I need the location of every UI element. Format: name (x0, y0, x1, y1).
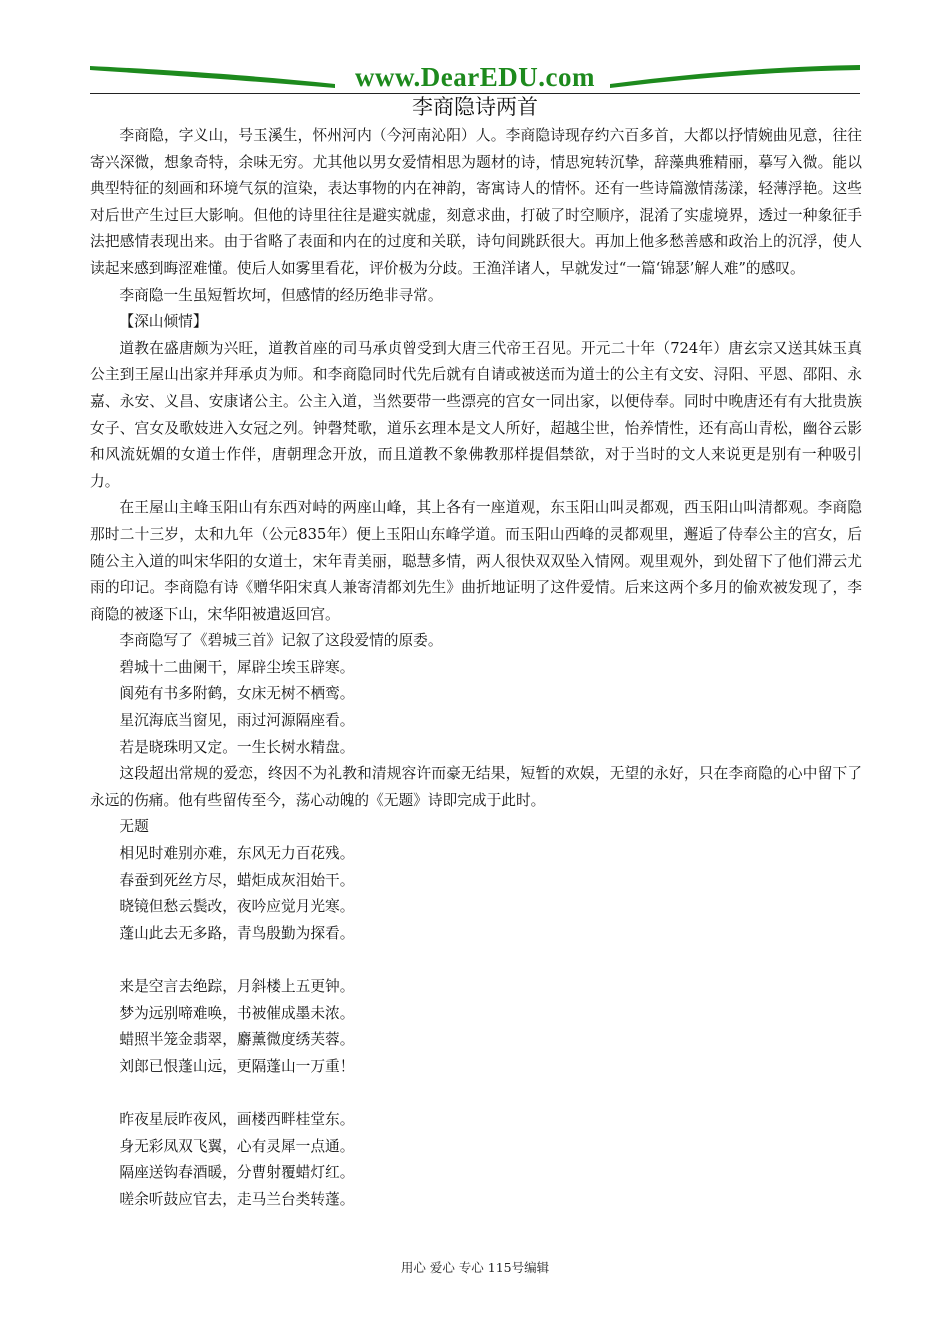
paragraph: 晓镜但愁云鬓改，夜吟应觉月光寒。 (119, 898, 355, 916)
paragraph: 嗟余听鼓应官去，走马兰台类转蓬。 (119, 1190, 355, 1208)
paragraph: 隔座送钩春酒暖，分曹射覆蜡灯红。 (119, 1164, 355, 1182)
article-body (90, 123, 862, 1213)
paragraph: 阆苑有书多附鹤，女床无树不栖鸾。 (119, 685, 355, 703)
site-logo[interactable]: www.DearEDU.com (355, 62, 595, 92)
paragraph: 春蚕到死丝方尽，蜡炬成灰泪始干。 (119, 871, 355, 889)
blank-line (90, 947, 862, 974)
page-footer: 用心 爱心 专心 115号编辑 (400, 1260, 550, 1275)
paragraph: 道教在盛唐颇为兴旺，道教首座的司马承贞曾受到大唐三代帝王召见。开元二十年（724年）唐玄宗又送其妹玉真公主到王屋山出家并拜承贞为师。和李商隐同时代先后就有自请或被送而为道士的公主有文安、浔阳、平恩、邵阳、永嘉、永安、义昌、安康诸公主。公主入道，当然要带一些漂亮的宫女一同出家，以便侍奉。同时中晚唐还有有大批贵族女子、宫女及歌妓进入女冠之列。钟磬梵歌，道乐玄理本是文人所好，超越尘世，怡养情性，还有高山青松，幽谷云影和风流妩媚的女道士作伴，唐朝理念开放，而且道教不象佛教那样提倡禁欲，对于当时的文人来说更是别有一种吸引力。 (90, 339, 862, 490)
paragraph: 星沉海底当窗见，雨过河源隔座看。 (119, 712, 355, 730)
paragraph: 碧城十二曲阑干，犀辟尘埃玉辟寒。 (119, 658, 355, 676)
paragraph: 蓬山此去无多路，青鸟殷勤为探看。 (119, 924, 355, 942)
paragraph: 身无彩凤双飞翼，心有灵犀一点通。 (119, 1137, 355, 1155)
page-title: 李商隐诗两首 (412, 95, 538, 119)
paragraph: 昨夜星辰昨夜风，画楼西畔桂堂东。 (119, 1110, 355, 1128)
paragraph: 相见时难别亦难，东风无力百花残。 (119, 845, 355, 863)
header-banner (90, 60, 860, 96)
paragraph: 在王屋山主峰玉阳山有东西对峙的两座山峰，其上各有一座道观，东玉阳山叫灵都观，西玉阳山叫清都观。李商隐那时二十三岁，太和九年（公元835年）便上玉阳山东峰学道。而玉阳山西峰的灵都观里，邂逅了侍奉公主的宫女，后随公主入道的叫宋华阳的女道士，宋年青美丽，聪慧多情，两人很快双双坠入情网。观里观外，到处留下了他们滞云尤雨的印记。李商隐有诗《赠华阳宋真人兼寄清都刘先生》曲折地证明了这件爱情。后来这两个多月的偷欢被发现了，李商隐的被逐下山，宋华阳被遣返回宫。 (90, 499, 862, 623)
paragraph: 这段超出常规的爱恋，终因不为礼教和清规容许而豪无结果，短暂的欢娱，无望的永好，只在李商隐的心中留下了永远的伤痛。他有些留传至今，荡心动魄的《无题》诗即完成于此时。 (90, 765, 862, 809)
paragraph: 刘郎已恨蓬山远，更隔蓬山一万重！ (119, 1057, 355, 1075)
paragraph: 李商隐一生虽短暂坎坷，但感情的经历绝非寻常。 (119, 286, 443, 304)
paragraph: 李商隐写了《碧城三首》记叙了这段爱情的原委。 (119, 632, 443, 650)
paragraph: 梦为远别啼难唤，书被催成墨未浓。 (119, 1004, 355, 1022)
paragraph: 【深山倾情】 (119, 313, 208, 331)
paragraph: 来是空言去绝踪，月斜楼上五更钟。 (119, 978, 355, 995)
paragraph: 若是晓珠明又定。一生长树水精盘。 (119, 738, 355, 756)
paragraph: 蜡照半笼金翡翠，麝薰微度绣芙蓉。 (119, 1031, 355, 1049)
paragraph: 无题 (119, 818, 149, 836)
blank-line (90, 1080, 862, 1107)
paragraph: 李商隐，字义山，号玉溪生，怀州河内（今河南沁阳）人。李商隐诗现存约六百多首，大都以抒情婉曲见意，往往寄兴深微，想象奇特，余味无穷。尤其他以男女爱情相思为题材的诗，情思宛转沉挚，辞藻典雅精丽，摹写入微。能以典型特征的刻画和环境气氛的渲染，表达事物的内在神韵，寄寓诗人的情怀。还有一些诗篇激情荡漾，轻薄浮艳。这些对后世产生过巨大影响。但他的诗里往往是避实就虚，刻意求曲，打破了时空顺序，混淆了实虚境界，透过一种象征手法把感情表现出来。由于省略了表面和内在的过度和关联，诗句间跳跃很大。再加上他多愁善感和政治上的沉浮，使人读起来感到晦涩难懂。使后人如雾里看花，评价极为分歧。王渔洋诸人，早就发过“一篇‘锦瑟’解人难”的感叹。 (90, 127, 862, 277)
